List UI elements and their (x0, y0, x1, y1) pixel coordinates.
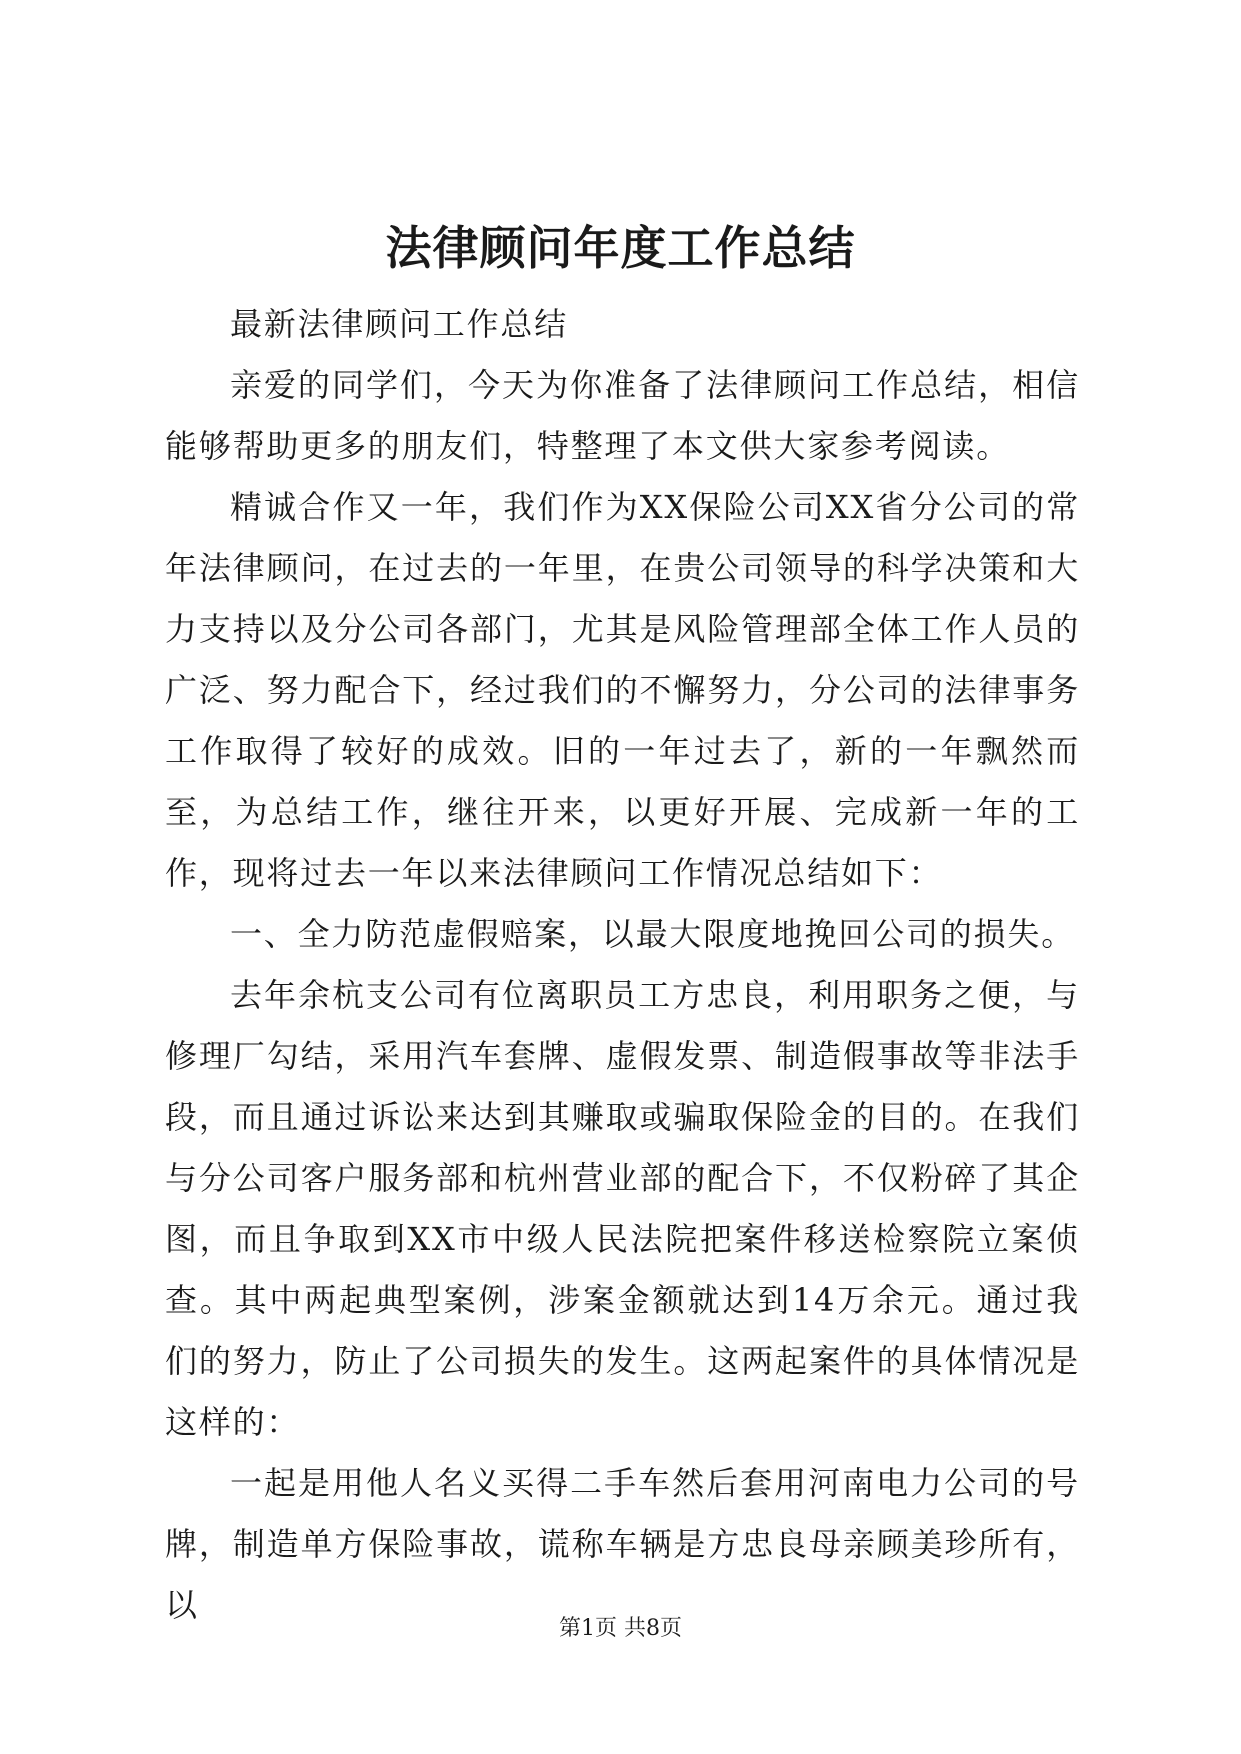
paragraph-subtitle: 最新法律顾问工作总结 (230, 305, 569, 343)
paragraph-case-detail: 一起是用他人名义买得二手车然后套用河南电力公司的号牌，制造单方保险事故，谎称车辆是方忠良母亲顾美珍所有，以 (165, 1464, 1080, 1624)
paragraph-intro: 亲爱的同学们，今天为你准备了法律顾问工作总结，相信能够帮助更多的朋友们，特整理了本文供大家参考阅读。 (165, 366, 1080, 465)
paragraph-section-heading: 一、全力防范虚假赔案，以最大限度地挽回公司的损失。 (230, 915, 1076, 953)
document-title: 法律顾问年度工作总结 (385, 221, 856, 275)
paragraph-overview: 精诚合作又一年，我们作为XX保险公司XX省分公司的常年法律顾问，在过去的一年里，在贵公司领导的科学决策和大力支持以及分公司各部门，尤其是风险管理部全体工作人员的广泛、努力配合下，经过我们的不懈努力，分公司的法律事务工作取得了较好的成效。旧的一年过去了，新的一年飘然而至，为总结工作，继往开来，以更好开展、完成新一年的工作，现将过去一年以来法律顾问工作情况总结如下： (165, 488, 1080, 892)
page-number-footer: 第1页 共8页 (559, 1616, 682, 1641)
document-body (165, 294, 1080, 1636)
paragraph-case-summary: 去年余杭支公司有位离职员工方忠良，利用职务之便，与修理厂勾结，采用汽车套牌、虚假发票、制造假事故等非法手段，而且通过诉讼来达到其赚取或骗取保险金的目的。在我们与分公司客户服务部和杭州营业部的配合下，不仅粉碎了其企图，而且争取到XX市中级人民法院把案件移送检察院立案侦查。其中两起典型案例，涉案金额就达到14万余元。通过我们的努力，防止了公司损失的发生。这两起案件的具体情况是这样的： (165, 976, 1080, 1441)
